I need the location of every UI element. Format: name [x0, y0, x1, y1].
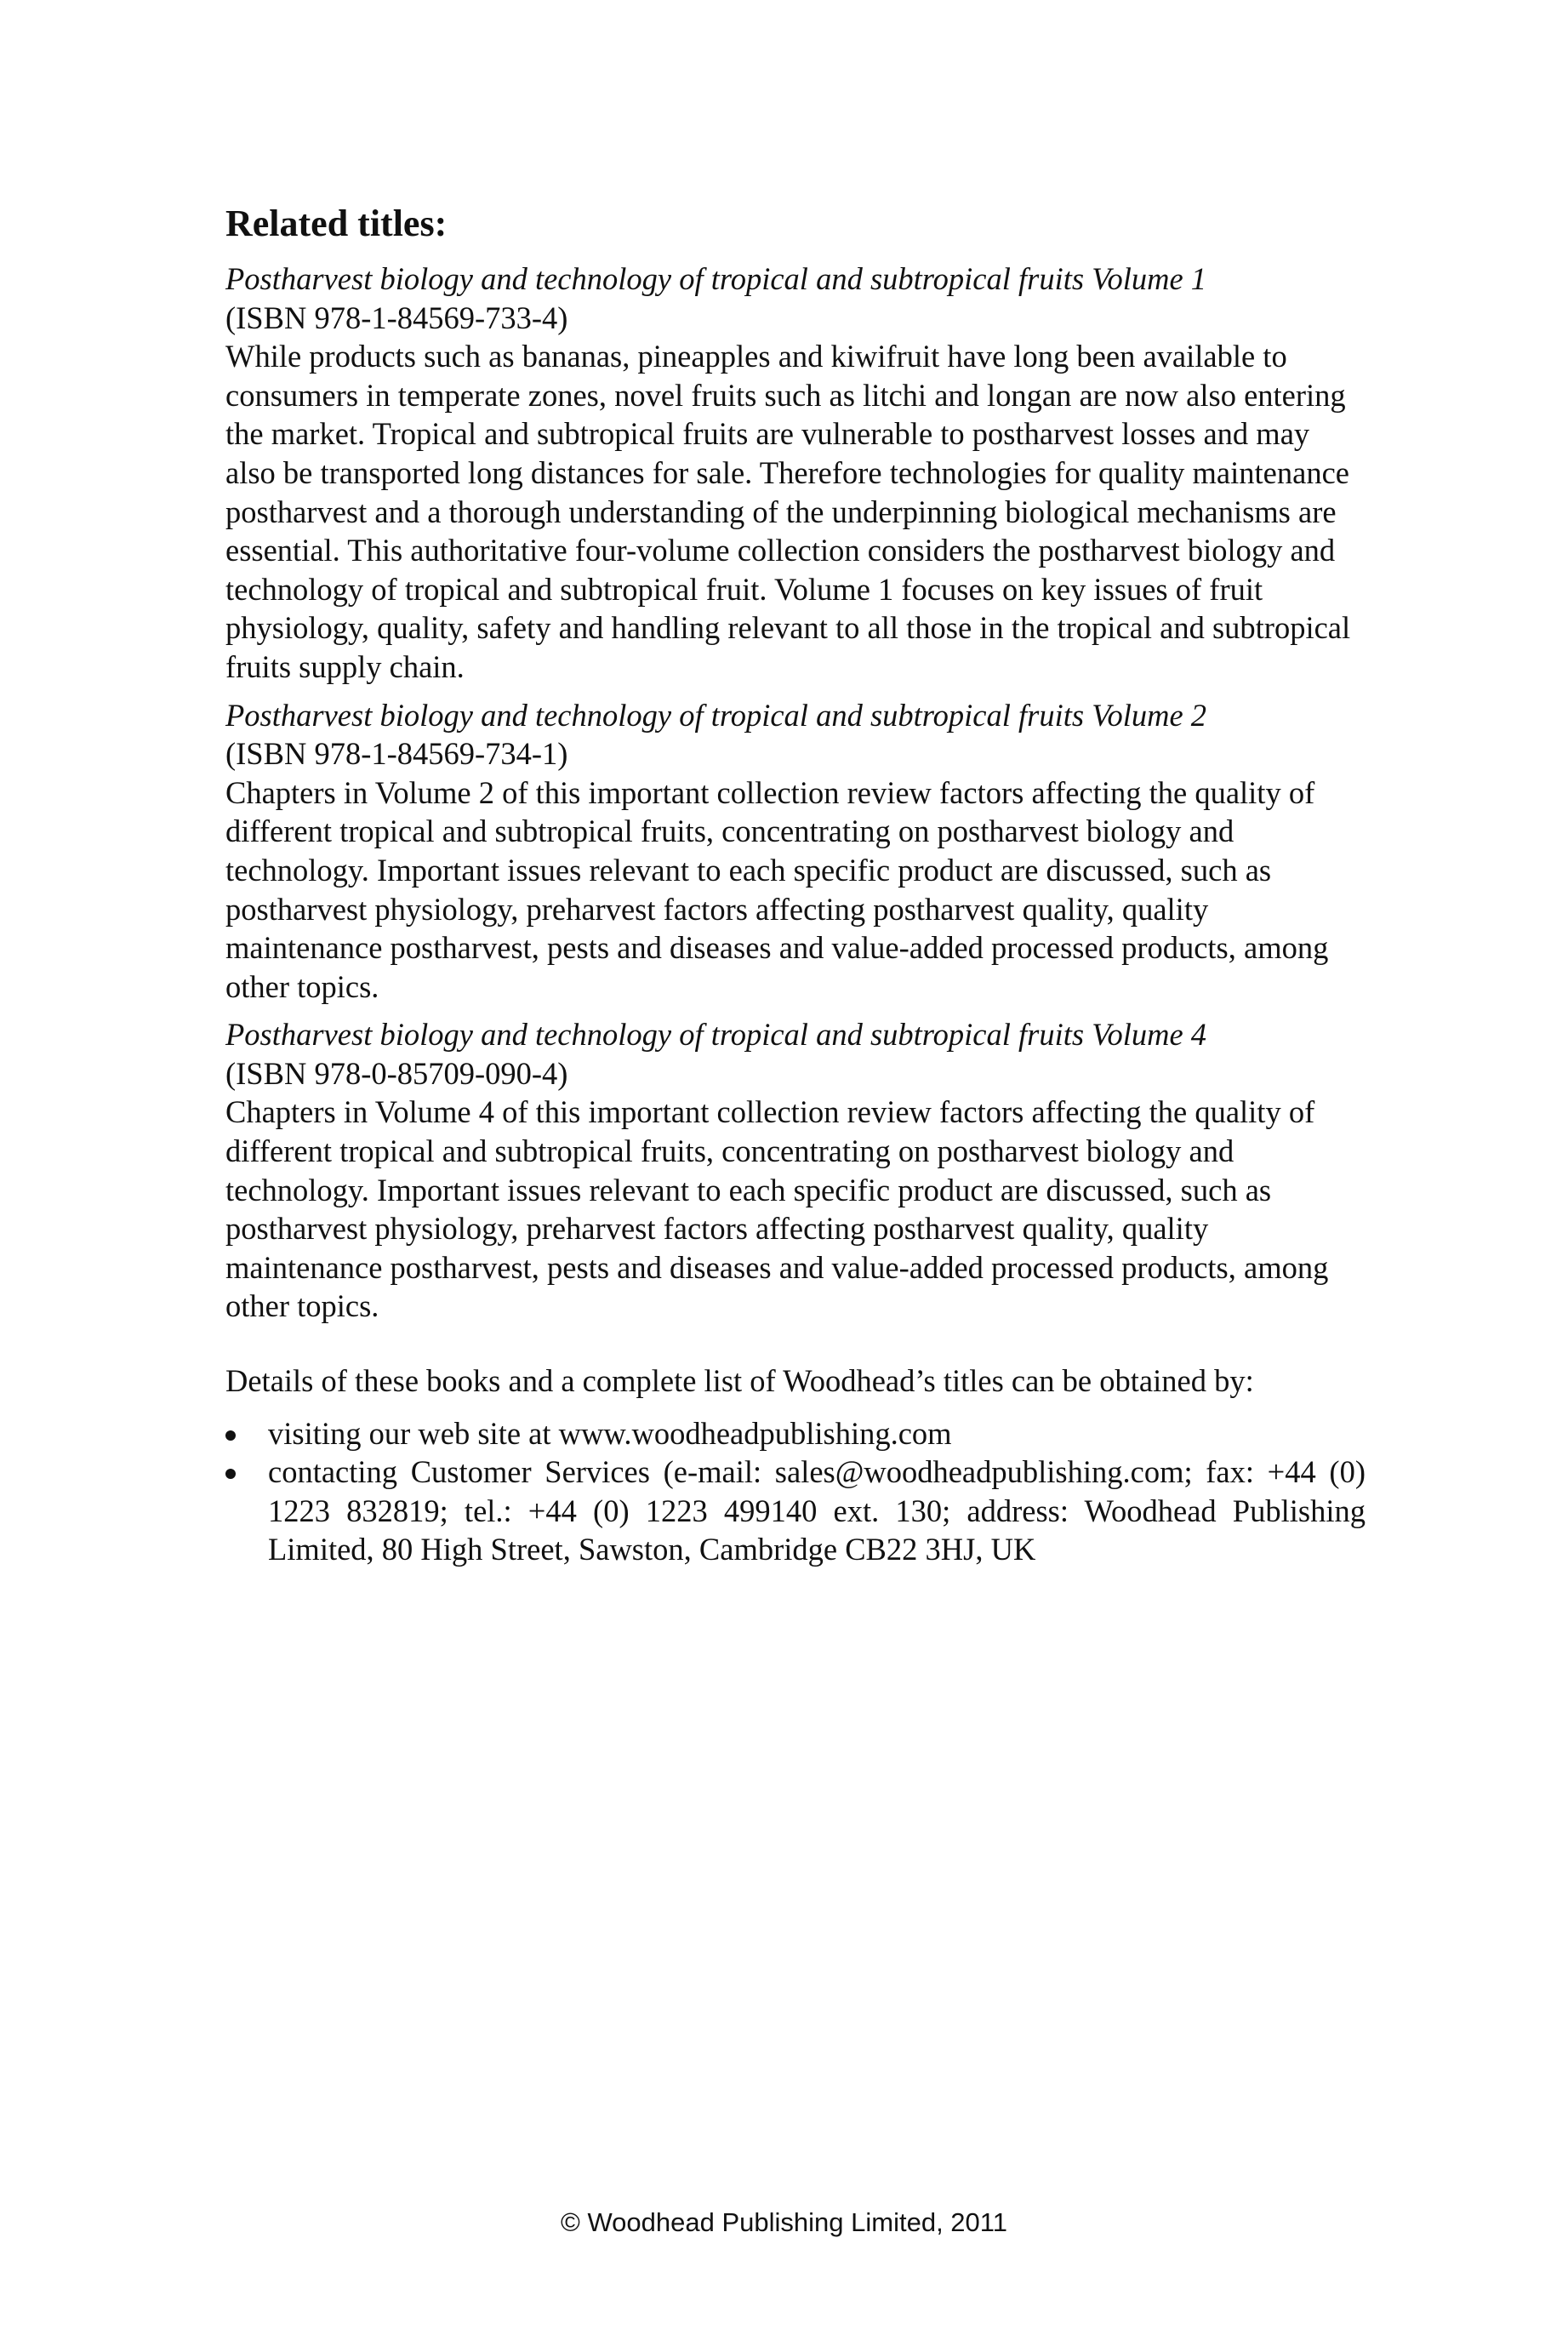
contact-item-text: visiting our web site at www.woodheadpublishing.com: [268, 1415, 952, 1451]
bullet-icon: [225, 1469, 236, 1479]
book-description: While products such as bananas, pineapples and kiwifruit have long been available to consumers in temperate zones, novel fruits such as litchi and longan are now also entering the market. Tropical and subtropical fruits are vulnerable to postharvest losses and may also be transported long distances for sale. Therefore technologies for quality maintenance postharvest and a thorough understanding of the underpinning biological mechanisms are essential. This authoritative four-volume collection considers the postharvest biology and technology of tropical and subtropical fruit. Volume 1 focuses on key issues of fruit physiology, quality, safety and handling relevant to all those in the tropical and subtropical fruits supply chain.: [225, 339, 1351, 684]
book-title: Postharvest biology and technology of tropical and subtropical fruits Volume 1: [225, 261, 1207, 296]
page-heading: Related titles:: [225, 203, 448, 244]
contact-item-text: contacting Customer Services (e-mail: sales@woodheadpublishing.com; fax: +44 (0) 1223 832819; tel.: +44 (0) 1223 499140 ext. 130; address: Woodhead Publishing Limited, 80 High Street, Sawston, Cambridge CB22 3HJ, UK: [268, 1454, 1366, 1567]
book-title: Postharvest biology and technology of tropical and subtropical fruits Volume 4: [225, 1017, 1207, 1053]
copyright-footer: © Woodhead Publishing Limited, 2011: [561, 2207, 1007, 2237]
list-item: [225, 1414, 1366, 1453]
book-isbn: (ISBN 978-0-85709-090-4): [225, 1055, 568, 1091]
contact-list: [225, 1414, 1366, 1569]
related-title-entry: [225, 696, 1366, 1007]
book-isbn: (ISBN 978-1-84569-734-1): [225, 736, 568, 772]
related-title-entry: [225, 1015, 1366, 1326]
book-description: Chapters in Volume 2 of this important collection review factors affecting the quality of different tropical and subtropical fruits, concentrating on postharvest biology and technology. Important issues relevant to each specific product are discussed, such as postharvest physiology, preharvest factors affecting postharvest quality, quality maintenance postharvest, pests and diseases and value-added processed products, among other topics.: [225, 774, 1329, 1004]
page-content: [225, 200, 1366, 1569]
list-item: [225, 1453, 1366, 1569]
details-intro: Details of these books and a complete list of Woodhead’s titles can be obtained by:: [225, 1363, 1254, 1399]
book-description: Chapters in Volume 4 of this important collection review factors affecting the quality of different tropical and subtropical fruits, concentrating on postharvest biology and technology. Important issues relevant to each specific product are discussed, such as postharvest physiology, preharvest factors affecting postharvest quality, quality maintenance postharvest, pests and diseases and value-added processed products, among other topics.: [225, 1094, 1329, 1324]
book-isbn: (ISBN 978-1-84569-733-4): [225, 300, 568, 335]
book-title: Postharvest biology and technology of tropical and subtropical fruits Volume 2: [225, 697, 1207, 733]
related-title-entry: [225, 260, 1366, 687]
bullet-icon: [225, 1430, 236, 1441]
